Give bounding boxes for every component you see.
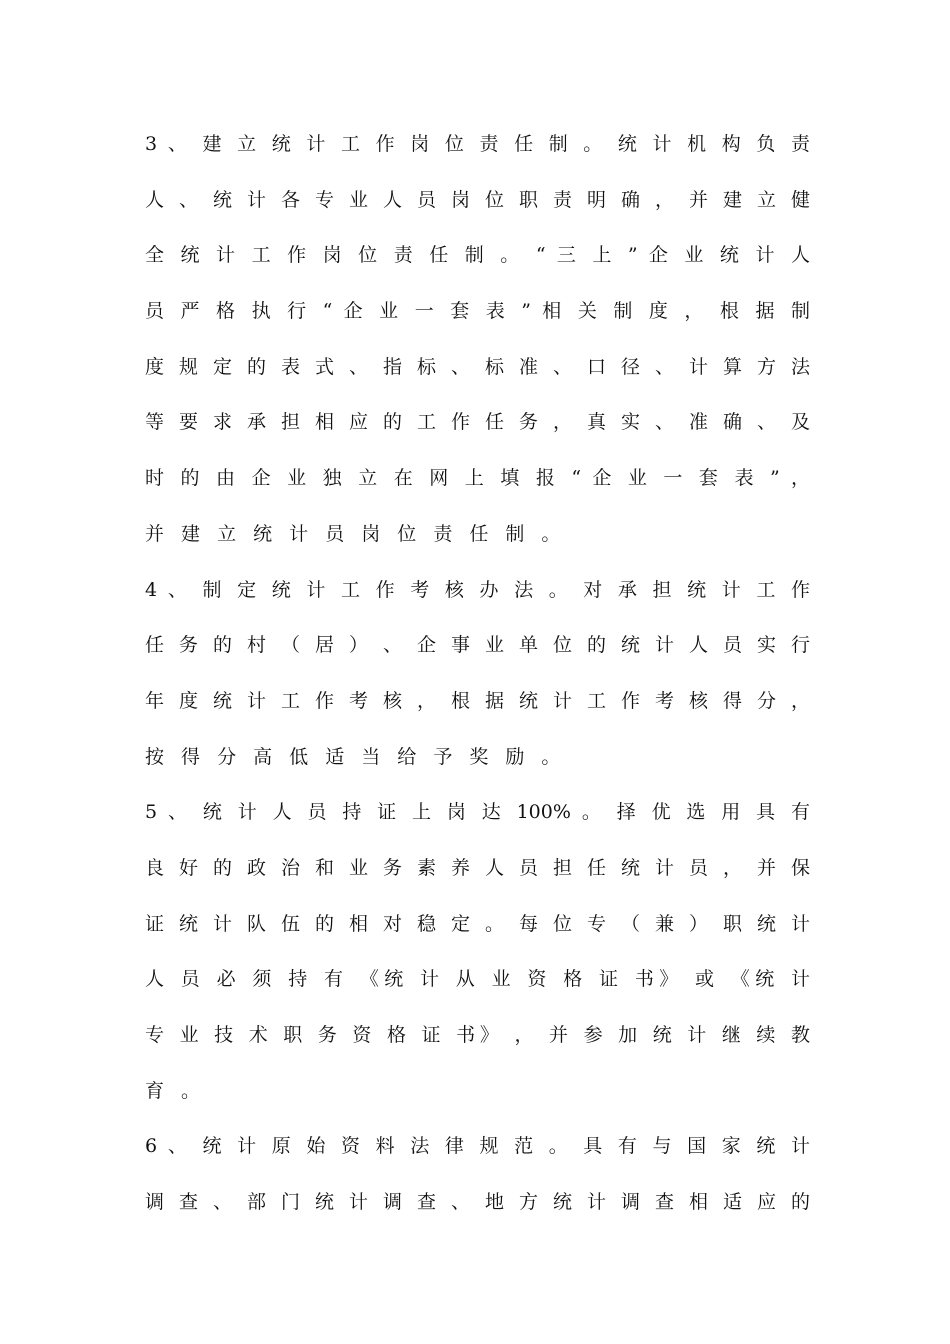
text-line: 并 建 立 统 计 员 岗 位 责 任 制 。 xyxy=(145,522,561,545)
text-line: 人 、 统 计 各 专 业 人 员 岗 位 职 责 明 确 ， 并 建 立 健 xyxy=(145,188,810,211)
text-line: 6 、 统 计 原 始 资 料 法 律 规 范 。 具 有 与 国 家 统 计 xyxy=(145,1135,810,1158)
text-line: 员 严 格 执 行 “ 企 业 一 套 表 ” 相 关 制 度 ， 根 据 制 xyxy=(145,300,810,323)
text-line: 良 好 的 政 治 和 业 务 素 养 人 员 担 任 统 计 员 ， 并 保 xyxy=(145,856,810,879)
text-line: 全 统 计 工 作 岗 位 责 任 制 。 “ 三 上 ” 企 业 统 计 人 xyxy=(145,244,810,267)
text-line: 育 。 xyxy=(145,1079,201,1102)
text-line: 年 度 统 计 工 作 考 核 ， 根 据 统 计 工 作 考 核 得 分 ， xyxy=(145,689,810,712)
text-line: 度 规 定 的 表 式 、 指 标 、 标 准 、 口 径 、 计 算 方 法 xyxy=(145,355,810,378)
text-line: 时 的 由 企 业 独 立 在 网 上 填 报 “ 企 业 一 套 表 ” ， xyxy=(145,467,810,490)
text-line: 证 统 计 队 伍 的 相 对 稳 定 。 每 位 专 （ 兼 ） 职 统 计 xyxy=(145,912,810,935)
text-line: 5 、 统 计 人 员 持 证 上 岗 达 100% 。 择 优 选 用 具 有 xyxy=(145,801,810,824)
text-line: 调 查 、 部 门 统 计 调 查 、 地 方 统 计 调 查 相 适 应 的 xyxy=(145,1191,810,1214)
text-line: 专 业 技 术 职 务 资 格 证 书》 ， 并 参 加 统 计 继 续 教 xyxy=(145,1024,810,1046)
text-line: 人 员 必 须 持 有 《统 计 从 业 资 格 证 书》 或 《统 计 xyxy=(145,968,810,991)
body-text xyxy=(145,124,810,1238)
text-line: 3 、 建 立 统 计 工 作 岗 位 责 任 制 。 统 计 机 构 负 责 xyxy=(145,133,810,155)
text-line: 4 、 制 定 统 计 工 作 考 核 办 法 。 对 承 担 统 计 工 作 xyxy=(145,578,810,601)
text-line: 按 得 分 高 低 适 当 给 予 奖 励 。 xyxy=(145,745,561,768)
text-line: 等 要 求 承 担 相 应 的 工 作 任 务 ， 真 实 、 准 确 、 及 xyxy=(145,411,810,434)
text-line: 任 务 的 村 （ 居 ） 、 企 事 业 单 位 的 统 计 人 员 实 行 xyxy=(145,634,810,657)
